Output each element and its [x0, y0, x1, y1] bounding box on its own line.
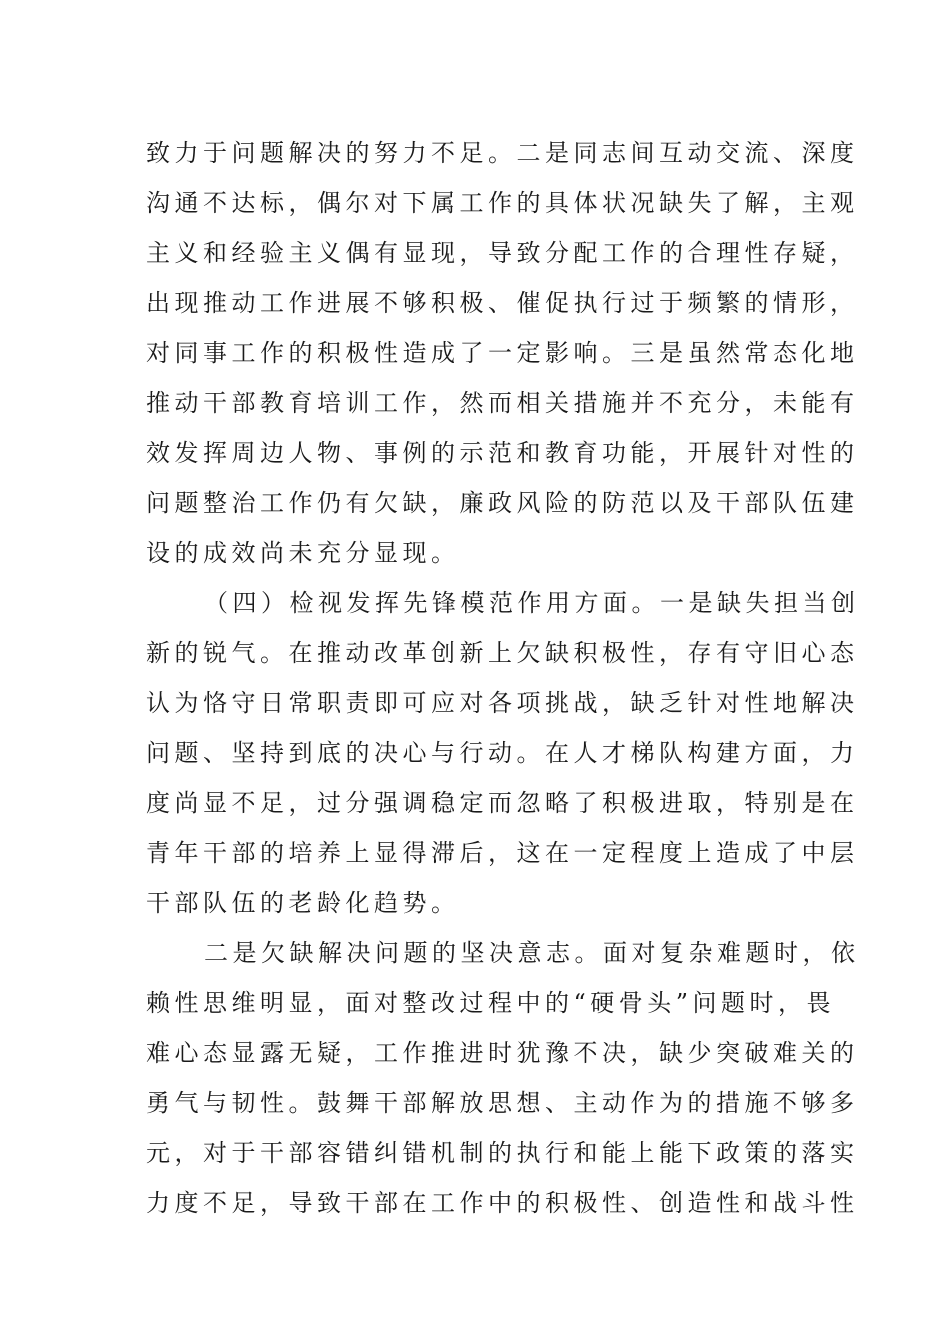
section-heading-line: （四）检视发挥先锋模范作用方面。一是缺失担当创 — [204, 589, 860, 617]
text-line: 新的锐气。在推动改革创新上欠缺积极性，存有守旧心态 — [146, 639, 859, 667]
text-line: 出现推动工作进展不够积极、催促执行过于频繁的情形， — [146, 289, 859, 317]
text-line: 赖性思维明显，面对整改过程中的“硬骨头”问题时，畏 — [146, 989, 836, 1017]
text-line: 勇气与韧性。鼓舞干部解放思想、主动作为的措施不够多 — [146, 1089, 859, 1117]
text-line: 沟通不达标，偶尔对下属工作的具体状况缺失了解，主观 — [146, 189, 859, 217]
text-line: 致力于问题解决的努力不足。二是同志间互动交流、深度 — [146, 139, 859, 167]
text-line: 认为恪守日常职责即可应对各项挑战，缺乏针对性地解决 — [146, 689, 859, 717]
text-line: 推动干部教育培训工作，然而相关措施并不充分，未能有 — [146, 389, 859, 417]
text-line: 度尚显不足，过分强调稳定而忽略了积极进取，特别是在 — [146, 789, 859, 817]
paragraph-start-line: 二是欠缺解决问题的坚决意志。面对复杂难题时，依 — [204, 939, 860, 967]
text-line: 对同事工作的积极性造成了一定影响。三是虽然常态化地 — [146, 339, 859, 367]
text-line: 主义和经验主义偶有显现，导致分配工作的合理性存疑， — [146, 239, 859, 267]
text-line: 青年干部的培养上显得滞后，这在一定程度上造成了中层 — [146, 839, 859, 867]
text-line: 难心态显露无疑，工作推进时犹豫不决，缺少突破难关的 — [146, 1039, 859, 1067]
text-line: 元，对于干部容错纠错机制的执行和能上能下政策的落实 — [146, 1139, 859, 1167]
text-line: 问题、坚持到底的决心与行动。在人才梯队构建方面，力 — [146, 739, 859, 767]
text-line: 干部队伍的老龄化趋势。 — [146, 889, 460, 917]
text-line: 问题整治工作仍有欠缺，廉政风险的防范以及干部队伍建 — [146, 489, 859, 517]
text-line: 设的成效尚未充分显现。 — [146, 539, 460, 567]
text-line: 力度不足，导致干部在工作中的积极性、创造性和战斗性 — [146, 1189, 859, 1217]
text-line: 效发挥周边人物、事例的示范和教育功能，开展针对性的 — [146, 439, 859, 467]
